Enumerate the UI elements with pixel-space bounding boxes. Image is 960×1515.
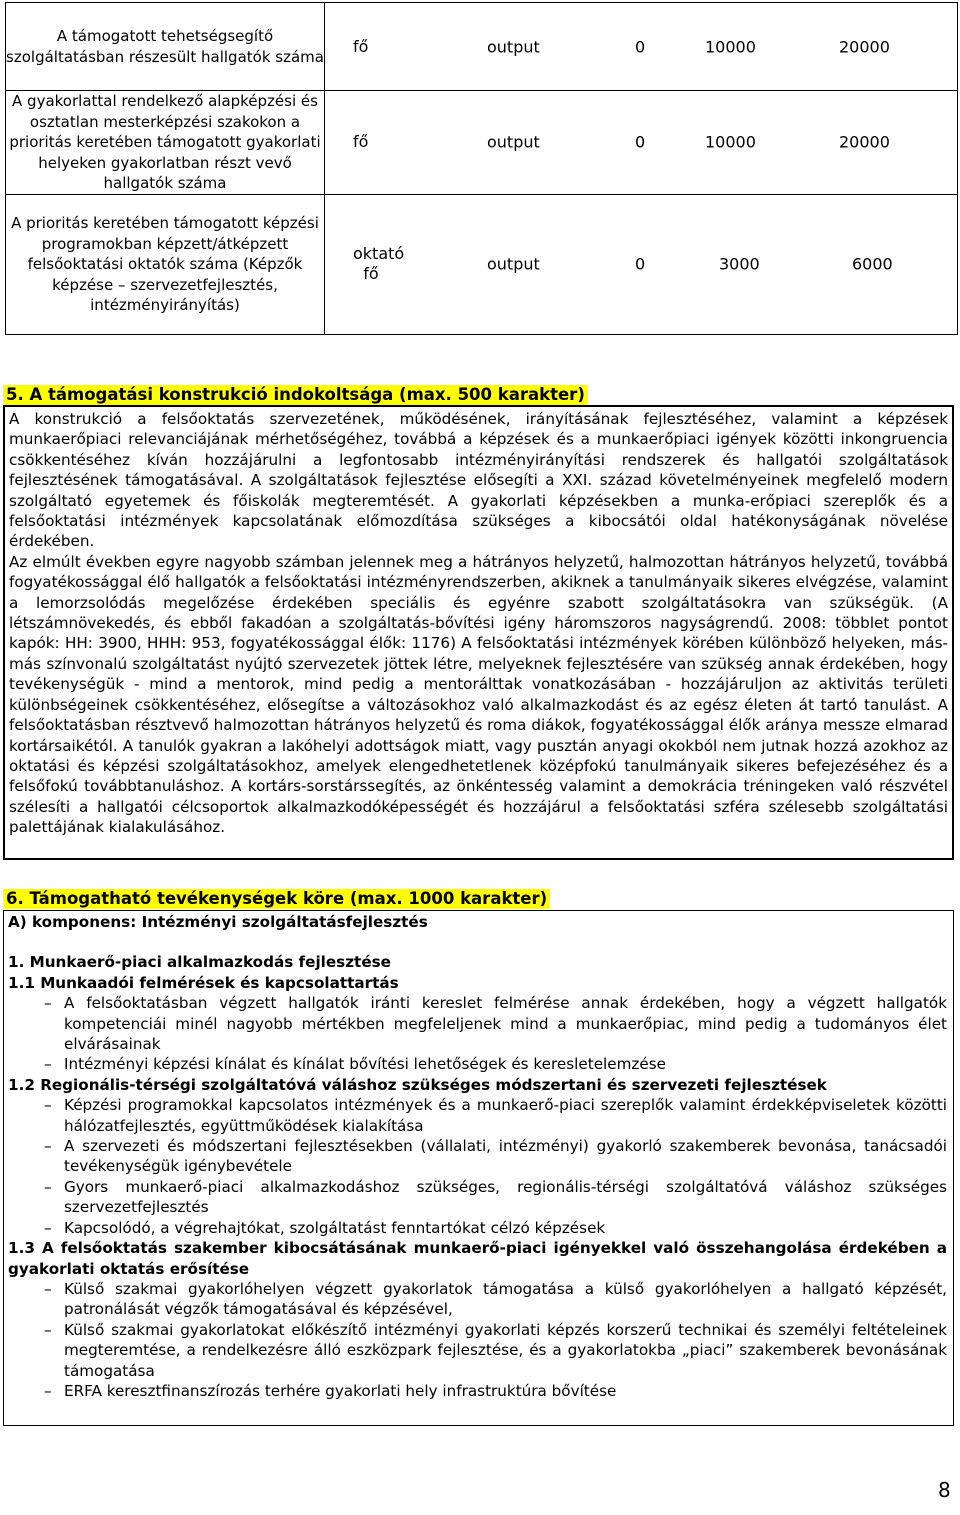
list-item: – Gyors munkaerő-piaci alkalmazkodáshoz szükséges, regionális-térségi szolgáltatóvá váláshoz szükséges szervezetfejlesztés	[8, 1177, 947, 1218]
indicator-mid: 10000	[705, 37, 756, 56]
indicator-target: 20000	[839, 132, 890, 152]
bullet-list	[8, 1095, 947, 1238]
indicator-name: A prioritás keretében támogatott képzési programokban képzett/átképzett felsőoktatási oktatók száma (Képzők képzése – szervezetfejlesztés, intézményirányítás)	[6, 194, 325, 334]
section-5-heading: 5. A támogatási konstrukció indokoltsága (max. 500 karakter)	[3, 385, 588, 405]
component-title: A) komponens: Intézményi szolgáltatásfejlesztés	[8, 913, 428, 931]
indicator-row	[6, 3, 958, 91]
indicator-unit: fő	[353, 132, 369, 152]
indicator-unit: oktató fő	[353, 244, 405, 284]
section-6-body	[8, 912, 947, 1401]
section-6-heading: 6. Támogatható tevékenységek köre (max. 1000 karakter)	[3, 889, 550, 909]
indicator-base: 0	[635, 254, 646, 274]
paragraph: Az elmúlt években egyre nagyobb számban jelennek meg a hátrányos helyzetű, halmozottan hátrányos helyzetű, továbbá fogyatékossággal élő hallgatók a felsőoktatási intézményrendszerben, akiknek a tanulmányaik sikeres elvégzése, valamint a lemorzsolódás megelőzése érdekében speciális és egyénre szabott szolgáltatásokra van szükségük. (A létszámnövekedés, és ebből fakadóan a szolgáltatás-bővítési igény háromszoros nagyságrendű. 2008: többlet pontot kapók: HH: 3900, HHH: 953, fogyatékossággal élők: 1176) A felsőoktatási intézmények körében különböző helyeken, más-más színvonalú szolgáltatást nyújtó szervezetek jöttek létre, melyeknek fejlesztésére van szükség annak érdekében, hogy tevékenységük - mind a mentorok, mind pedig a mentorálttak vonatkozásában - hozzájáruljon az aktivitás területi különbségeinek csökkentéséhez, elősegítse a változásokhoz való alkalmazkodást és az egész életen át tartó tanulást. A felsőoktatásban résztvevő halmozottan hátrányos helyzetű és roma diákok, fogyatékossággal élők aránya messze elmarad kortársaikétól. A tanulók gyakran a lakóhelyi adottságok miatt, vagy pusztán anyagi okokból nem jutnak hozzá azokhoz az oktatási és képzési szolgáltatásokhoz, amelyek elengedhetetlenek középfokú tanulmányaik sikeres befejezéséhez és a felsőfokú továbbtanuláshoz. A kortárs-sorstárssegítés, az önkéntesség valamint a demokrácia tréningeken való részvétel szélesíti a hallgatói célcsoportok alkalmazkodóképességét és hozzájárul a felsőoktatási szféra szélesebb szolgáltatási palettájának kialakulásához.	[9, 552, 948, 837]
list-item: – A szervezeti és módszertani fejlesztésekben (vállalati, intézményi) gyakorló szakemberek bevonása, tanácsadói tevékenységük igénybevétele	[8, 1136, 947, 1177]
indicator-type: output	[487, 37, 540, 56]
page-number: 8	[938, 1478, 951, 1502]
paragraph: A konstrukció a felsőoktatás szervezetének, működésének, irányításának fejlesztéséhez, valamint a képzések munkaerőpiaci relevanciájának mérhetőségéhez, továbbá a képzések és a munkaerőpiaci igények közötti inkongruencia csökkentéséhez kíván hozzájárulni a legfontosabb intézményirányítási rendszerek és hallgatói szolgáltatások fejlesztésének támogatásával. A szolgáltatások fejlesztése elősegíti a XXI. század követelményeinek megfelelő modern szolgáltató egyetemek és főiskolák megteremtését. A gyakorlati képzésekben a munka-erőpiaci szereplők és a felsőoktatási intézmények kapcsolatának előmozdítása szükséges a kibocsátói oldal hatékonyságának növelése érdekében.	[9, 410, 948, 551]
indicator-base: 0	[635, 37, 646, 56]
list-item: – ERFA keresztfinanszírozás terhére gyakorlati hely infrastruktúra bővítése	[8, 1381, 947, 1401]
subsection-title: 1.2 Regionális-térségi szolgáltatóvá váláshoz szükséges módszertani és szervezeti fejlesztések	[8, 1075, 827, 1094]
bullet-list	[8, 993, 947, 1075]
indicator-type: output	[487, 254, 540, 274]
indicator-type: output	[487, 132, 540, 152]
list-item: – Külső szakmai gyakorlóhelyen végzett gyakorlatok támogatása a külső gyakorlóhelyen a hallgató képzését, patronálását végzők támogatásával és képzésével,	[8, 1279, 947, 1320]
indicator-mid: 10000	[705, 132, 756, 152]
list-item: – Képzési programokkal kapcsolatos intézmények és a munkaerő-piaci szereplők valamint érdekképviseletek közötti hálózatfejlesztés, együttműködések kialakítása	[8, 1095, 947, 1136]
indicator-table	[5, 2, 958, 335]
indicator-values	[325, 194, 958, 334]
list-item: – Külső szakmai gyakorlatokat előkészítő intézményi gyakorlati képzés korszerű technikai és személyi feltételeinek megteremtése, a rendelkezésre álló eszközpark fejlesztése, és a gyakorlatokba „piaci” szakemberek bevonásának támogatása	[8, 1320, 947, 1381]
indicator-mid: 3000	[719, 254, 760, 274]
main-title: 1. Munkaerő-piaci alkalmazkodás fejlesztése	[8, 953, 391, 972]
indicator-target: 20000	[839, 37, 890, 56]
indicator-values	[325, 3, 958, 91]
subsection-title: 1.1 Munkaadói felmérések és kapcsolattartás	[8, 973, 399, 992]
list-item: – A felsőoktatásban végzett hallgatók iránti kereslet felmérése annak érdekében, hogy a végzett hallgatók kompetenciái minél nagyobb mértékben megfeleljenek mind a munkaerőpiac, mind pedig a tudományos élet elvárásainak	[8, 993, 947, 1054]
indicator-unit: fő	[353, 36, 369, 56]
indicator-name: A gyakorlattal rendelkező alapképzési és osztatlan mesterképzési szakokon a prioritás keretében támogatott gyakorlati helyeken gyakorlatban részt vevő hallgatók száma	[6, 91, 325, 195]
indicator-values	[325, 91, 958, 195]
indicator-row	[6, 194, 958, 334]
list-item: – Kapcsolódó, a végrehajtókat, szolgáltatást fenntartókat célzó képzések	[8, 1218, 947, 1238]
subsection-title: 1.3 A felsőoktatás szakember kibocsátásának munkaerő-piaci igényekkel való összehangolása érdekében a gyakorlati oktatás erősítése	[8, 1239, 947, 1278]
bullet-list	[8, 1279, 947, 1401]
indicator-name: A támogatott tehetségsegítő szolgáltatásban részesült hallgatók száma	[6, 3, 325, 91]
indicator-base: 0	[635, 132, 646, 152]
indicator-row	[6, 91, 958, 195]
section-5-body	[5, 407, 952, 838]
section-6-box	[3, 910, 954, 1426]
indicator-target: 6000	[852, 254, 893, 274]
list-item: – Intézményi képzési kínálat és kínálat bővítési lehetőségek és keresletelemzése	[8, 1054, 947, 1074]
section-5-box	[3, 405, 954, 860]
